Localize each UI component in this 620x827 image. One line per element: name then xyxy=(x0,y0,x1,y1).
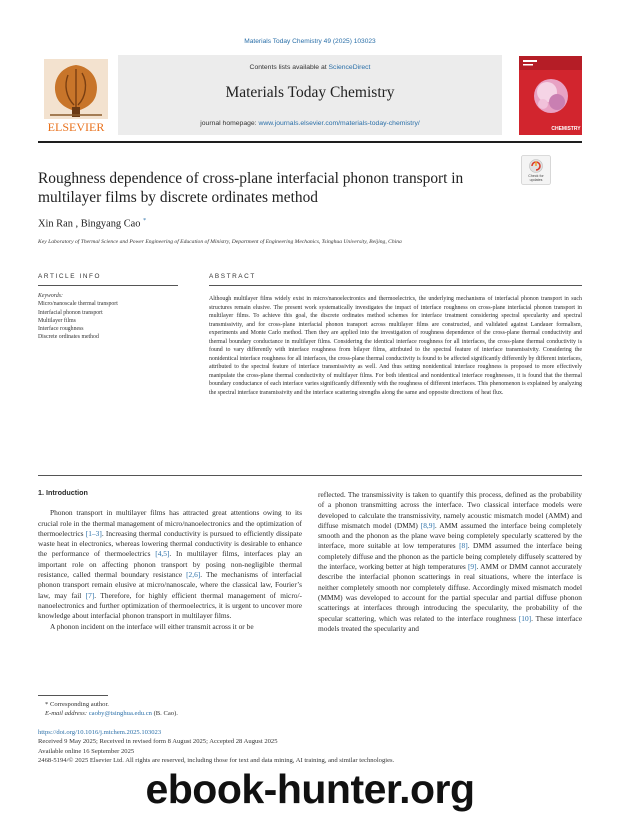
header-divider xyxy=(38,141,582,143)
available-online: Available online 16 September 2025 xyxy=(38,747,135,755)
contents-line xyxy=(118,64,502,71)
body-paragraph: A phonon incident on the interface will either transmit across it or be xyxy=(50,621,254,631)
citation-link[interactable]: [2,6] xyxy=(186,570,201,580)
journal-masthead xyxy=(118,55,502,135)
abstract-rule xyxy=(209,285,582,286)
keyword: Interface roughness xyxy=(38,326,84,333)
citation-link[interactable]: [9] xyxy=(467,562,477,572)
journal-cover-image xyxy=(519,56,582,135)
abstract-bottom-rule xyxy=(38,475,582,476)
check-for-updates-icon[interactable] xyxy=(521,155,551,185)
body-text: reflected. The transmissivity is taken to quantify this process, defined as the probability of a phonon transmitting across the interface. Two classical interface models were developed to calculate the transmissivity, namely acoustic mismatch model (AMM) and diffuse mismatch model (DMM) xyxy=(318,490,582,530)
body-text: . In multilayer films, interfaces play an important role on affecting phonon transport by posing non-negligible thermal resistance, called thermal boundary resistance xyxy=(38,549,303,580)
body-text: . DMM assumed the interface being completely diffuse and the phonon as the particle being completely diffusely scattered by the interface, working better at high temperatures xyxy=(318,541,582,572)
svg-text:updates: updates xyxy=(529,178,543,182)
keyword: Discrete ordinates method xyxy=(38,334,99,341)
cover-title: CHEMISTRY xyxy=(551,126,581,132)
homepage-line xyxy=(118,120,502,127)
body-text: . Increasing thermal conductivity is pursued to efficiently dissipate waste heat in electronics, whereas lowering thermal conductivity is desirable to enhance the performance of thermoelectrics xyxy=(38,528,302,559)
body-paragraph xyxy=(318,490,582,634)
keyword: Interfacial phonon transport xyxy=(38,309,103,316)
footnote-mark: * xyxy=(45,701,49,708)
author-name[interactable]: Xin Ran xyxy=(38,218,73,230)
citation-link[interactable]: [7] xyxy=(85,590,95,600)
elsevier-wordmark: ELSEVIER xyxy=(47,120,105,134)
elsevier-logo[interactable] xyxy=(38,57,114,135)
body-text: . AMM or DMM cannot accurately describe the interfacial phonon scatterings in real situations, where the interface is neither completely smooth nor completely diffuse. Accordingly mixed mismatch model (MMM) was developed to account for the partial specular and partial diffuse phonon scatterings at interfaces through introducing the specularity, the probability of the specular scattering, which was related to the interface roughness xyxy=(318,562,582,623)
sciencedirect-link[interactable]: ScienceDirect xyxy=(328,64,371,71)
citation-link[interactable]: [4,5] xyxy=(155,549,170,559)
journal-header xyxy=(38,55,582,139)
homepage-prefix: journal homepage: xyxy=(200,120,259,127)
citation-link[interactable]: [1–3] xyxy=(85,528,102,538)
article-info-rule xyxy=(38,285,178,286)
email-link[interactable]: caoby@tsinghua.edu.cn xyxy=(88,710,152,717)
keyword: Multilayer films xyxy=(38,317,76,324)
copyright-line: 2468-5194/© 2025 Elsevier Ltd. All rights are reserved, including those for text and data mining, AI training, and similar technologies. xyxy=(38,757,395,765)
body-text: . AMM assumed the interface being completely smooth and the phonon as the plane wave being completely specularly scattered by the interface, more suitable at low temperatures xyxy=(318,520,582,551)
author-name[interactable]: Bingyang Cao xyxy=(80,218,141,230)
footnote-divider xyxy=(38,695,108,696)
author-list xyxy=(38,218,146,229)
contents-prefix: Contents lists available at xyxy=(249,64,329,71)
citation-link[interactable]: [8,9] xyxy=(420,520,435,530)
body-text: . These interface models treated the specularity and xyxy=(318,613,582,633)
journal-citation[interactable]: Materials Today Chemistry 49 (2025) 103023 xyxy=(244,38,376,45)
corresponding-author-note: Corresponding author. xyxy=(49,701,109,708)
body-text: . Therefore, for highly efficient thermal management of micro/-nanoelectronics and further optimization of thermoelectrics, it is urgent to uncover more knowledge about interfacial phonon transport in multilayer films. xyxy=(38,590,303,621)
keyword: Micro/nanoscale thermal transport xyxy=(38,301,118,308)
citation-link[interactable]: [8] xyxy=(459,541,468,551)
publication-info xyxy=(38,728,394,766)
svg-text:Check for: Check for xyxy=(528,174,544,178)
corresponding-author-mark[interactable]: * xyxy=(143,218,147,224)
citation-link[interactable]: [10] xyxy=(518,613,532,623)
email-suffix: (B. Cao). xyxy=(151,710,178,717)
homepage-link[interactable]: www.journals.elsevier.com/materials-today-chemistry/ xyxy=(258,120,420,127)
body-paragraph xyxy=(38,508,302,621)
body-text: Phonon transport in multilayer films has attracted great attentions owing to its crucial role in the thermal management of micro/nanoelectronics and the optimization of thermoelectrics xyxy=(38,508,302,538)
abstract-text: Although multilayer films widely exist in micro/nanoelectronics and thermoelectrics, the underlying mechanisms of interfacial phonon transport in such structures remain elusive. The present work systematically investigates the impact of interface roughness on cross-plane interfacial phonon transport in multilayer films. To achieve this goal, the discrete ordinates method schemes for interface treatment considering spectral specularity and spectral transmissivity, and for cross-plane interfacial phonon transport across multilayer films are constructed, and validated against Landauer formalism, experiments and Monte Carlo method. Then they are applied into the investigation of roughness dependence of the cross-plane thermal conductivity and thermal boundary conductance in multilayer films. Considering the identical interface roughness for all interfaces, the cross-plane thermal conductivity is found to vary differently with interface roughness from bilayer films, attributed to the spectral feature of interface transmissivity. Considering the nonidentical interface roughness for all interfaces, the cross-plane thermal conductivity is found to be affected significantly differently by different interfaces, attributed to the spectral feature of interface transmissivity as well. And thus setting nonidentical interface roughness is proposed to more effectively manipulate the cross-plane thermal conductivity of multilayer films. For both identical and nonidentical interface roughnesses, it is found that the thermal boundary conductance of each interface varies significantly differently with the roughness of different interfaces. This phenomenon is explained by analyzing the spectral interface transmissivity and the interface scattering strengths along the same and opposite directions of heat flux. xyxy=(209,296,582,397)
abstract-label: ABSTRACT xyxy=(209,273,256,280)
watermark: ebook-hunter.org xyxy=(145,766,475,812)
author-separator: , xyxy=(72,218,81,230)
email-label: E-mail address: xyxy=(45,710,88,717)
received-dates: Received 9 May 2025; Received in revised form 8 August 2025; Accepted 28 August 2025 xyxy=(38,738,278,746)
footnote xyxy=(45,700,178,718)
body-column-right xyxy=(318,490,582,634)
article-info-label: ARTICLE INFO xyxy=(38,273,102,280)
section-heading: 1. Introduction xyxy=(38,488,88,497)
affiliation: Key Laboratory of Thermal Science and Power Engineering of Education of Ministry, Department of Engineering Mechanics, Tsinghua University, Beijing, China xyxy=(38,239,402,245)
keywords-block xyxy=(38,292,178,342)
keywords-title: Keywords: xyxy=(38,293,63,299)
body-text: . The mechanisms of interfacial phonon transport remain elusive at micro/nanoscale, where the classical law, Fourier’s law, may fail xyxy=(38,570,302,600)
body-column-left xyxy=(38,488,302,632)
doi-link[interactable]: https://doi.org/10.1016/j.mtchem.2025.103023 xyxy=(38,729,162,736)
journal-name: Materials Today Chemistry xyxy=(225,84,395,101)
article-title: Roughness dependence of cross-plane interfacial phonon transport in multilayer films by discrete ordinates method xyxy=(38,170,464,206)
